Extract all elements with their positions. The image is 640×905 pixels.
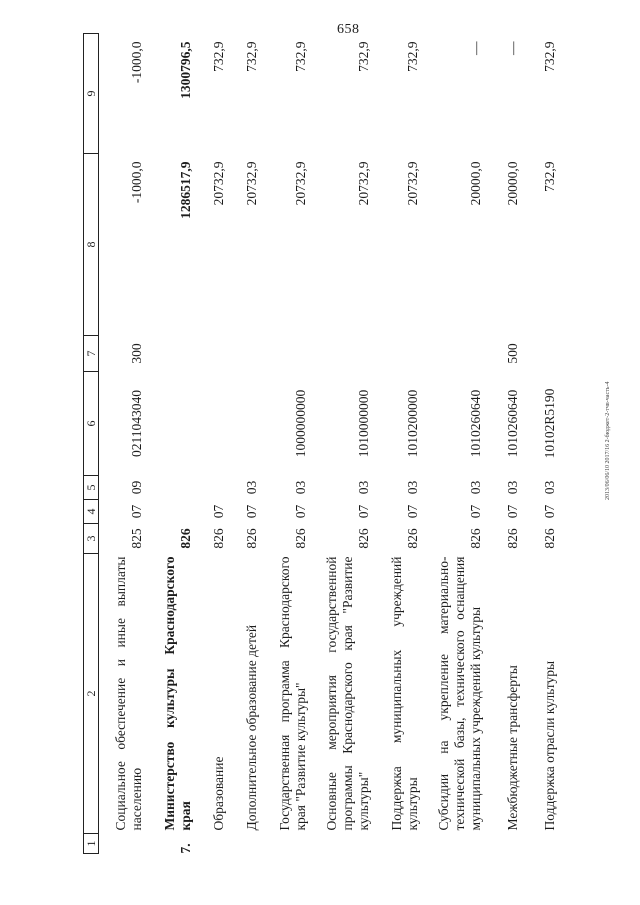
cell-amount-col9: 732,9 <box>293 41 309 72</box>
cell-amount-col9: 732,9 <box>356 41 372 72</box>
cell-amount-col8: 20000,0 <box>505 161 521 206</box>
cell-subsection: 09 <box>129 480 145 495</box>
cell-section: 07 <box>356 504 372 519</box>
cell-target-article <box>230 372 263 476</box>
row-name: Министерство культуры Краснодарского края <box>162 556 194 831</box>
header-cell: 5 <box>84 476 99 500</box>
cell-section: 07 <box>405 504 421 519</box>
cell-amount-col8: 20732,9 <box>405 161 421 206</box>
cell-amount-col9: -1000,0 <box>129 41 145 84</box>
cell-subsection <box>148 476 197 500</box>
cell-subsection <box>197 476 230 500</box>
row-name: Образование <box>211 756 227 831</box>
cell-section: 07 <box>211 504 227 519</box>
table-row <box>487 34 524 854</box>
cell-target-article: 1010000000 <box>356 389 372 458</box>
cell-section: 07 <box>505 504 521 519</box>
cell-ministry: 826 <box>405 528 421 549</box>
cell-amount-col9: 732,9 <box>405 41 421 72</box>
row-name: Межбюджетные трансферты <box>505 665 521 831</box>
cell-subsection: 03 <box>244 480 260 495</box>
row-name: Субсидии на укрепление материально-технической базы, технического оснащения муниципальных учреждений культуры <box>435 556 484 831</box>
row-name: Дополнительное образование детей <box>244 624 260 831</box>
cell-target-article: 10102R5190 <box>542 388 558 459</box>
page-number: 658 <box>337 22 360 37</box>
cell-subsection: 03 <box>468 480 484 495</box>
cell-amount-col8: 1286517,9 <box>178 161 194 219</box>
header-cell: 9 <box>84 34 99 154</box>
cell-amount-col8: 20732,9 <box>356 161 372 206</box>
table-row <box>263 34 312 854</box>
table-row <box>148 34 197 854</box>
row-number <box>263 834 312 854</box>
row-number <box>524 834 561 854</box>
cell-ministry: 826 <box>468 528 484 549</box>
cell-target-article <box>148 372 197 476</box>
cell-ministry: 826 <box>356 528 372 549</box>
row-number <box>487 834 524 854</box>
cell-target-article: 1010260640 <box>505 389 521 458</box>
budget-table <box>83 33 561 854</box>
table-row <box>230 34 263 854</box>
cell-expense-type <box>197 336 230 372</box>
cell-target-article: 1010200000 <box>405 389 421 458</box>
header-cell: 6 <box>84 372 99 476</box>
cell-amount-col9: 732,9 <box>542 41 558 72</box>
table-row <box>424 34 487 854</box>
cell-expense-type <box>524 336 561 372</box>
row-number <box>375 834 424 854</box>
cell-subsection: 03 <box>505 480 521 495</box>
cell-target-article: 1010260640 <box>468 389 484 458</box>
header-cell: 2 <box>84 554 99 834</box>
cell-ministry: 826 <box>178 528 194 549</box>
cell-ministry: 826 <box>211 528 227 549</box>
cell-expense-type: 300 <box>129 343 145 364</box>
row-name: Основные мероприятия государственной программы Краснодарского края "Развитие культуры" <box>323 556 372 831</box>
cell-amount-col9: 1300796,5 <box>178 41 194 99</box>
row-number <box>230 834 263 854</box>
cell-amount-col9: 732,9 <box>244 41 260 72</box>
row-name: Поддержка отрасли культуры <box>542 660 558 831</box>
cell-ministry: 826 <box>542 528 558 549</box>
cell-amount-col8: 20000,0 <box>468 161 484 206</box>
row-name: Поддержка муниципальных учреждений культуры <box>389 556 421 831</box>
cell-section: 07 <box>293 504 309 519</box>
cell-amount-col8: -1000,0 <box>129 161 145 204</box>
cell-section: 07 <box>468 504 484 519</box>
cell-ministry: 826 <box>293 528 309 549</box>
cell-target-article <box>197 372 230 476</box>
cell-section: 07 <box>244 504 260 519</box>
cell-section: 07 <box>129 504 145 519</box>
budget-table-sheet <box>83 34 613 854</box>
row-number: 7. <box>178 843 194 854</box>
cell-amount-col8: 732,9 <box>542 161 558 192</box>
cell-expense-type <box>263 336 312 372</box>
row-name: Государственная программа Краснодарского края "Развитие культуры" <box>277 556 309 831</box>
cell-ministry: 825 <box>129 528 145 549</box>
cell-subsection: 03 <box>356 480 372 495</box>
cell-target-article: 0211043040 <box>129 390 145 457</box>
cell-subsection: 03 <box>293 480 309 495</box>
footer-document-code: 2013/06/06/10 2017/16 2-бюджет-2-тчв-часть-4 <box>605 381 611 500</box>
cell-section <box>148 500 197 524</box>
cell-target-article: 1000000000 <box>293 389 309 458</box>
cell-expense-type <box>312 336 375 372</box>
cell-amount-col8: 20732,9 <box>293 161 309 206</box>
cell-amount-col9: 732,9 <box>211 41 227 72</box>
table-row <box>312 34 375 854</box>
cell-expense-type: 500 <box>505 343 521 364</box>
cell-section: 07 <box>542 504 558 519</box>
cell-ministry: 826 <box>244 528 260 549</box>
cell-expense-type <box>230 336 263 372</box>
cell-amount-col8: 20732,9 <box>244 161 260 206</box>
header-cell: 8 <box>84 154 99 336</box>
table-row <box>524 34 561 854</box>
table-row <box>99 34 149 854</box>
cell-ministry: 826 <box>505 528 521 549</box>
cell-subsection: 03 <box>542 480 558 495</box>
cell-amount-col9: — <box>505 41 521 55</box>
header-cell: 7 <box>84 336 99 372</box>
cell-expense-type <box>375 336 424 372</box>
table-row <box>375 34 424 854</box>
row-number <box>197 834 230 854</box>
header-cell: 1 <box>84 834 99 854</box>
row-number <box>99 834 149 854</box>
row-number <box>312 834 375 854</box>
cell-amount-col9: — <box>468 41 484 55</box>
cell-subsection: 03 <box>405 480 421 495</box>
cell-amount-col8: 20732,9 <box>211 161 227 206</box>
row-name: Социальное обеспечение и иные выплаты населению <box>113 556 145 831</box>
column-number-header <box>84 34 99 854</box>
table-row <box>197 34 230 854</box>
row-number <box>424 834 487 854</box>
cell-expense-type <box>148 336 197 372</box>
cell-expense-type <box>424 336 487 372</box>
header-cell: 4 <box>84 500 99 524</box>
header-cell: 3 <box>84 524 99 554</box>
